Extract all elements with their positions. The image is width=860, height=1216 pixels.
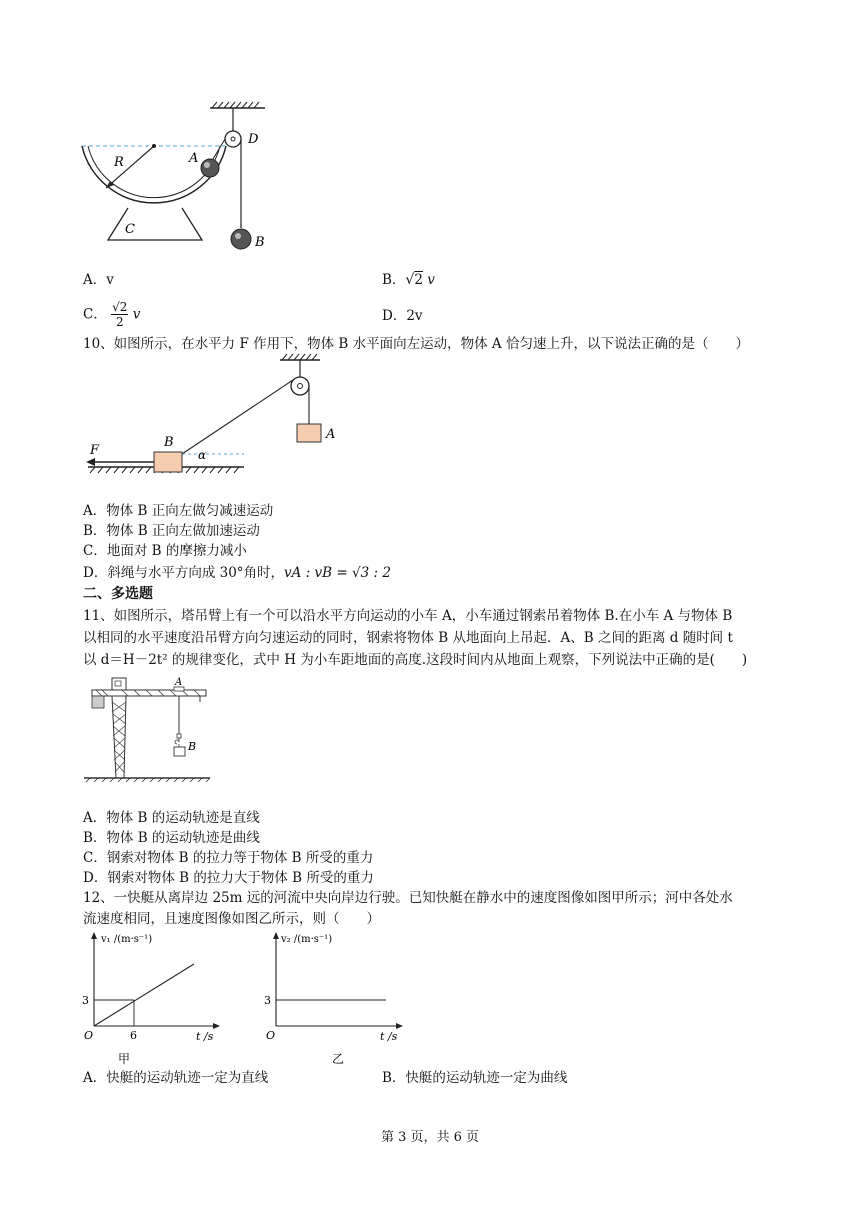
q12-stem-line2: 流速度相同，且速度图像如图乙所示，则（ ） [83, 911, 380, 927]
svg-text:甲: 甲 [118, 1052, 131, 1066]
q9-figure [70, 98, 280, 258]
q12-graph-jia [82, 926, 232, 1068]
q10-stem: 10、如图所示，在水平力 F 作用下，物体 B 水平面向左运动，物体 A 恰匀速上升，以下说法正确的是（ ） [83, 336, 749, 352]
ball-b [231, 229, 251, 249]
q10-option-b: B．物体 B 正向左做加速运动 [83, 523, 260, 539]
q10-option-d: D．斜绳与水平方向成 30°角时，vA : vB = √3 : 2 [83, 565, 391, 581]
svg-text:3: 3 [82, 994, 89, 1007]
svg-text:乙: 乙 [332, 1052, 345, 1066]
q11-option-c: C．钢索对物体 B 的拉力等于物体 B 所受的重力 [83, 850, 374, 866]
q11-stem-line3: 以 d＝H－2t² 的规律变化，式中 H 为小车距地面的高度.这段时间内从地面上观察，下列说法中正确的是( ) [83, 652, 748, 668]
svg-text:A: A [175, 677, 183, 688]
svg-text:v₁ /(m·s⁻¹): v₁ /(m·s⁻¹) [101, 934, 153, 945]
svg-text:R: R [114, 155, 124, 170]
section-heading-multi-choice: 二、多选题 [83, 586, 153, 602]
q10-option-c: C．地面对 B 的摩擦力减小 [83, 543, 247, 559]
svg-text:D: D [248, 132, 259, 147]
q12-option-a: A．快艇的运动轨迹一定为直线 [83, 1070, 269, 1086]
q12-graph-yi [262, 926, 422, 1068]
q11-option-d: D．钢索对物体 B 的拉力大于物体 B 所受的重力 [83, 870, 374, 886]
svg-text:t /s: t /s [196, 1030, 214, 1043]
svg-text:t /s: t /s [380, 1030, 398, 1043]
svg-text:O: O [266, 1029, 276, 1042]
svg-text:F: F [90, 443, 100, 458]
q11-stem-line2: 以相同的水平速度沿吊臂方向匀速运动的同时，钢索将物体 B 从地面向上吊起．A、B 之间的距离 d 随时间 t [83, 630, 733, 646]
svg-text:6: 6 [130, 1029, 137, 1042]
q10-figure [84, 352, 344, 478]
q11-option-a: A．物体 B 的运动轨迹是直线 [83, 810, 260, 826]
q9-option-c: C． $\frac{√2}{2}$ v [83, 300, 141, 329]
box-b [154, 452, 182, 472]
svg-text:B: B [255, 235, 265, 250]
box-a [297, 424, 321, 442]
svg-text:B: B [164, 435, 174, 450]
q9-option-d: D．2v [382, 308, 423, 324]
q11-option-b: B．物体 B 的运动轨迹是曲线 [83, 830, 260, 846]
q9-option-a: A．v [83, 272, 114, 288]
svg-text:3: 3 [264, 994, 271, 1007]
page-number: 第 3 页，共 6 页 [380, 1130, 480, 1145]
q12-option-b: B．快艇的运动轨迹一定为曲线 [382, 1070, 568, 1086]
q9-option-b: B．√2 v [382, 272, 435, 288]
q11-stem-line1: 11、如图所示，塔吊臂上有一个可以沿水平方向运动的小车 A，小车通过钢索吊着物体 B.在小车 A 与物体 B [83, 608, 733, 624]
svg-text:v₂ /(m·s⁻¹): v₂ /(m·s⁻¹) [281, 934, 333, 945]
svg-text:B: B [188, 740, 197, 753]
svg-text:α: α [198, 448, 207, 462]
svg-text:A: A [189, 151, 199, 166]
q12-stem-line1: 12、一快艇从离岸边 25m 远的河流中央向岸边行驶。已知快艇在静水中的速度图像如图甲所示；河中各处水 [83, 890, 733, 906]
ball-a [201, 159, 219, 177]
q10-option-a: A．物体 B 正向左做匀减速运动 [83, 503, 274, 519]
q11-figure [82, 672, 216, 788]
svg-text:C: C [125, 222, 135, 237]
svg-text:A: A [326, 427, 336, 442]
svg-text:O: O [84, 1029, 94, 1042]
